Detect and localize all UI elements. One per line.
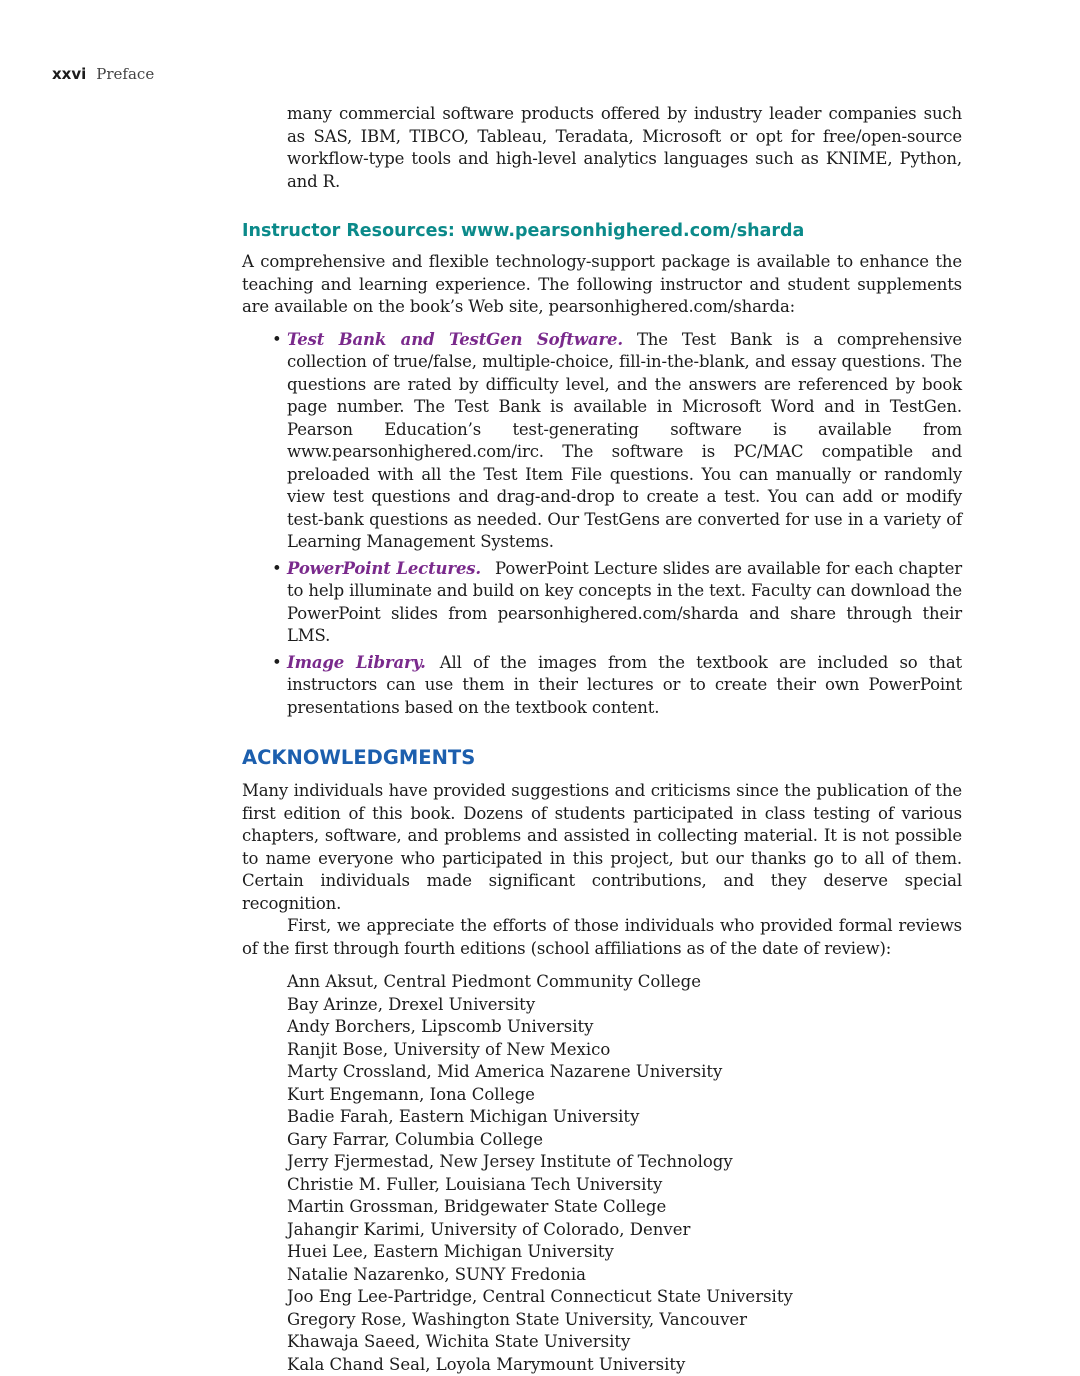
supplement-item-powerpoint (287, 558, 962, 648)
reviewer-item: Andy Borchers, Lipscomb University (287, 1016, 962, 1039)
supplement-item-image-library (287, 652, 962, 720)
reviewer-item: Kala Chand Seal, Loyola Marymount University (287, 1354, 962, 1376)
acknowledgments-paragraph-1: Many individuals have provided suggestions and criticisms since the publication of the first edition of this book. Dozens of students participated in class testing of various chapters, software, and problems and assisted in collecting material. It is not possible to name everyone who participated in this project, but our thanks go to all of them. Certain individuals made significant contributions, and they deserve special recognition. (242, 780, 962, 915)
reviewer-item: Gary Farrar, Columbia College (287, 1129, 962, 1152)
supplement-description: The Test Bank is a comprehensive collection of true/false, multiple-choice, fill-in-the-blank, and essay questions. The questions are rated by difficulty level, and the answers are referenced by book page number. The Test Bank is available in Microsoft Word and in TestGen. Pearson Education’s test-generating software is available from www.pearsonhighered.com/irc. The software is PC/MAC compatible and preloaded with all the Test Item File questions. You can manually or randomly view test questions and drag-and-drop to create a test. You can add or modify test-bank questions as needed. Our TestGens are converted for use in a variety of Learning Management Systems. (287, 330, 962, 552)
bullet-icon: • (272, 652, 282, 675)
supplements-list (242, 329, 962, 720)
reviewer-item: Ann Aksut, Central Piedmont Community College (287, 971, 962, 994)
reviewer-item: Badie Farah, Eastern Michigan University (287, 1106, 962, 1129)
page-number: xxvi (52, 65, 86, 83)
supplement-description: All of the images from the textbook are included so that instructors can use them in their lectures or to create their own PowerPoint presentations based on the textbook content. (287, 653, 962, 717)
bullet-icon: • (272, 329, 282, 352)
reviewer-item: Natalie Nazarenko, SUNY Fredonia (287, 1264, 962, 1287)
acknowledgments-heading: ACKNOWLEDGMENTS (242, 745, 962, 771)
instructor-resources-heading: Instructor Resources: www.pearsonhighered.com/sharda (242, 219, 962, 243)
supplement-item-test-bank (287, 329, 962, 554)
acknowledgments-paragraph-2: First, we appreciate the efforts of those individuals who provided formal reviews of the first through fourth editions (school affiliations as of the date of review): (242, 915, 962, 960)
reviewer-item: Jerry Fjermestad, New Jersey Institute of Technology (287, 1151, 962, 1174)
reviewer-item: Ranjit Bose, University of New Mexico (287, 1039, 962, 1062)
bullet-icon: • (272, 558, 282, 581)
running-head (52, 64, 154, 84)
supplement-description: PowerPoint Lecture slides are available for each chapter to help illuminate and build on key concepts in the text. Faculty can download the PowerPoint slides from pearsonhighered.com/sharda and share through their LMS. (287, 559, 962, 646)
instructor-resources-paragraph: A comprehensive and flexible technology-support package is available to enhance the teaching and learning experience. The following instructor and student supplements are available on the book’s Web site, pearsonhighered.com/sharda: (242, 251, 962, 319)
reviewer-item: Bay Arinze, Drexel University (287, 994, 962, 1017)
reviewer-item: Christie M. Fuller, Louisiana Tech University (287, 1174, 962, 1197)
reviewer-item: Jahangir Karimi, University of Colorado, Denver (287, 1219, 962, 1242)
reviewer-item: Marty Crossland, Mid America Nazarene University (287, 1061, 962, 1084)
reviewer-list (242, 971, 962, 1376)
reviewer-item: Kurt Engemann, Iona College (287, 1084, 962, 1107)
reviewer-item: Huei Lee, Eastern Michigan University (287, 1241, 962, 1264)
supplement-term: Image Library. (287, 653, 426, 672)
supplement-term: Test Bank and TestGen Software. (287, 330, 623, 349)
reviewer-item: Joo Eng Lee-Partridge, Central Connecticut State University (287, 1286, 962, 1309)
intro-paragraph: many commercial software products offered by industry leader companies such as SAS, IBM, TIBCO, Tableau, Teradata, Microsoft or opt for free/open-source workflow-type tools and high-level analytics languages such as KNIME, Python, and R. (287, 103, 962, 193)
reviewer-item: Khawaja Saeed, Wichita State University (287, 1331, 962, 1354)
page-content (242, 103, 962, 1376)
supplement-term: PowerPoint Lectures. (287, 559, 481, 578)
reviewer-item: Martin Grossman, Bridgewater State College (287, 1196, 962, 1219)
running-title: Preface (96, 65, 154, 83)
reviewer-item: Gregory Rose, Washington State University, Vancouver (287, 1309, 962, 1332)
